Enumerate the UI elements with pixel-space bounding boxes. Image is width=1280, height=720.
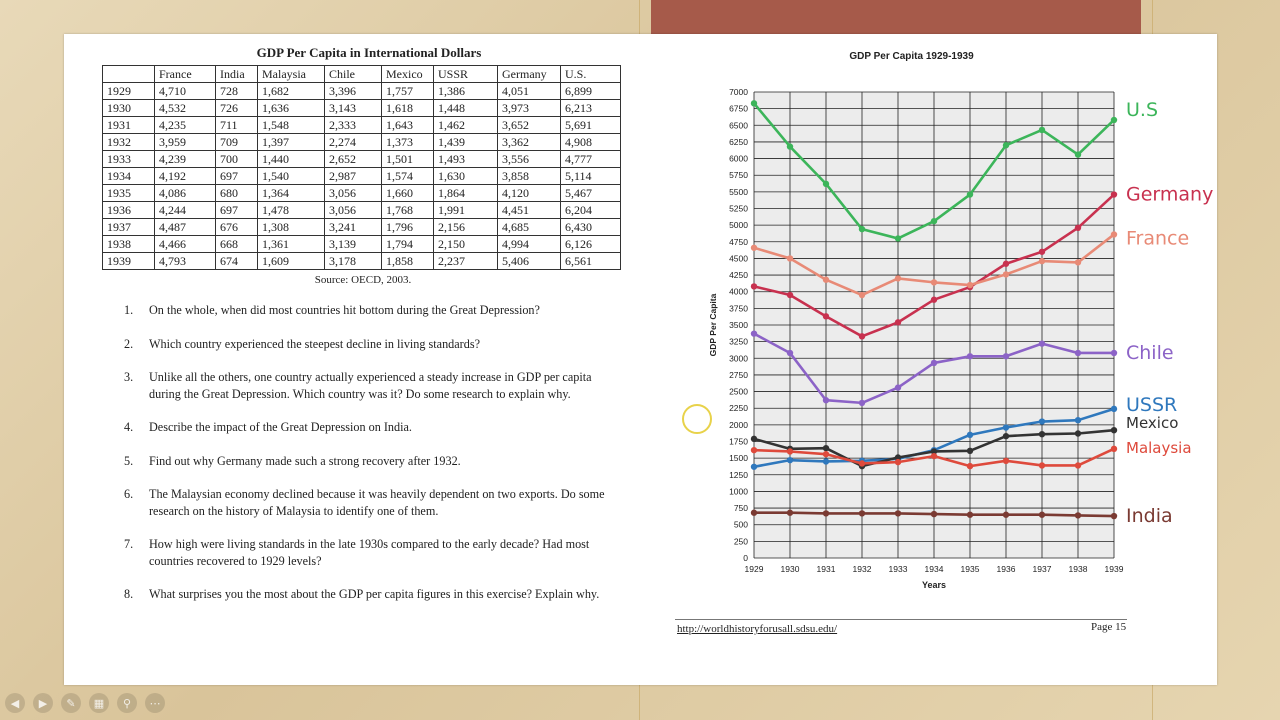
series-legend-label: USSR <box>1126 393 1178 416</box>
y-tick-label: 3250 <box>729 336 748 347</box>
table-cell: 6,899 <box>561 83 621 100</box>
data-point <box>1075 512 1081 518</box>
data-point <box>751 283 757 289</box>
table-cell: 2,156 <box>434 219 498 236</box>
data-point <box>895 235 901 241</box>
table-cell: 1,991 <box>434 202 498 219</box>
data-point <box>967 191 973 197</box>
table-cell: 1933 <box>103 151 155 168</box>
table-cell: 1,757 <box>382 83 434 100</box>
table-cell: 1,501 <box>382 151 434 168</box>
zoom-icon[interactable]: ⚲ <box>117 693 137 713</box>
table-cell: 1,397 <box>258 134 325 151</box>
more-options-icon[interactable]: ⋯ <box>145 693 165 713</box>
table-cell: 709 <box>216 134 258 151</box>
table-cell: 1,618 <box>382 100 434 117</box>
y-tick-label: 3750 <box>729 303 748 314</box>
table-cell: 2,652 <box>325 151 382 168</box>
table-header-cell: France <box>155 66 216 83</box>
data-point <box>1039 340 1045 346</box>
table-cell: 3,056 <box>325 202 382 219</box>
x-tick-label: 1931 <box>816 564 836 574</box>
data-point <box>751 100 757 106</box>
table-cell: 4,244 <box>155 202 216 219</box>
y-tick-label: 0 <box>743 553 748 563</box>
data-point <box>859 333 865 339</box>
question-text: The Malaysian economy declined because it was heavily dependent on two exports. Do some research on the history of Malaysia to identify one of them. <box>149 487 605 518</box>
y-tick-label: 5750 <box>729 170 748 181</box>
data-point <box>751 330 757 336</box>
table-cell: 1934 <box>103 168 155 185</box>
table-header-cell: India <box>216 66 258 83</box>
y-tick-label: 6000 <box>729 153 748 164</box>
table-cell: 6,204 <box>561 202 621 219</box>
table-header-cell: Germany <box>498 66 561 83</box>
table-cell: 4,908 <box>561 134 621 151</box>
data-point <box>859 226 865 232</box>
table-cell: 3,973 <box>498 100 561 117</box>
y-tick-label: 1500 <box>729 453 748 464</box>
data-point <box>859 400 865 406</box>
table-cell: 726 <box>216 100 258 117</box>
table-cell: 711 <box>216 117 258 134</box>
data-point <box>1003 424 1009 430</box>
table-cell: 1,540 <box>258 168 325 185</box>
question-number: 1. <box>124 303 134 317</box>
table-cell: 1,462 <box>434 117 498 134</box>
table-cell: 4,532 <box>155 100 216 117</box>
data-point <box>1111 513 1117 519</box>
table-cell: 1,864 <box>434 185 498 202</box>
series-legend-label: Malaysia <box>1126 438 1192 457</box>
table-cell: 1,308 <box>258 219 325 236</box>
table-cell: 6,561 <box>561 253 621 270</box>
y-tick-label: 3500 <box>729 320 748 330</box>
y-tick-label: 5250 <box>729 203 748 214</box>
x-axis-label: Years <box>921 580 947 590</box>
data-point <box>931 279 937 285</box>
table-cell: 2,333 <box>325 117 382 134</box>
y-tick-label: 4250 <box>729 270 748 281</box>
y-tick-label: 1750 <box>729 436 748 447</box>
table-cell: 1,609 <box>258 253 325 270</box>
data-point <box>1075 259 1081 265</box>
y-tick-label: 6250 <box>729 136 748 147</box>
x-tick-label: 1932 <box>852 564 872 574</box>
y-tick-label: 7000 <box>729 87 748 97</box>
table-cell: 4,487 <box>155 219 216 236</box>
question-text: Describe the impact of the Great Depression on India. <box>149 420 412 434</box>
data-point <box>1039 249 1045 255</box>
y-tick-label: 6500 <box>729 120 748 131</box>
question-number: 8. <box>124 587 134 601</box>
data-point <box>1003 271 1009 277</box>
table-cell: 1,796 <box>382 219 434 236</box>
question-text: How high were living standards in the late 1930s compared to the early decade? Had most countries recovered to 1929 levels? <box>149 537 590 568</box>
table-cell: 2,237 <box>434 253 498 270</box>
table-cell: 1,574 <box>382 168 434 185</box>
table-cell: 2,274 <box>325 134 382 151</box>
y-tick-label: 5000 <box>729 220 748 231</box>
x-tick-label: 1937 <box>1032 564 1052 574</box>
x-tick-label: 1936 <box>996 564 1016 574</box>
table-cell: 1,439 <box>434 134 498 151</box>
question-text: Which country experienced the steepest decline in living standards? <box>149 336 480 351</box>
table-cell: 1,858 <box>382 253 434 270</box>
table-cell: 3,652 <box>498 117 561 134</box>
table-cell: 2,150 <box>434 236 498 253</box>
table-cell: 4,051 <box>498 83 561 100</box>
data-point <box>787 292 793 298</box>
data-point <box>859 510 865 516</box>
x-tick-label: 1929 <box>744 564 764 574</box>
table-header-cell: U.S. <box>561 66 621 83</box>
question-number: 2. <box>124 336 134 351</box>
table-cell: 3,396 <box>325 83 382 100</box>
table-cell: 1,636 <box>258 100 325 117</box>
data-point <box>751 510 757 516</box>
data-point <box>751 245 757 251</box>
table-cell: 1,448 <box>434 100 498 117</box>
pen-icon[interactable]: ✎ <box>61 693 81 713</box>
table-cell: 3,056 <box>325 185 382 202</box>
table-cell: 4,235 <box>155 117 216 134</box>
previous-slide-icon[interactable]: ◀ <box>5 693 25 713</box>
data-point <box>823 181 829 187</box>
table-cell: 700 <box>216 151 258 168</box>
data-point <box>787 350 793 356</box>
y-tick-label: 2750 <box>729 369 748 380</box>
next-slide-icon[interactable]: ▶ <box>33 693 53 713</box>
table-cell: 4,086 <box>155 185 216 202</box>
data-point <box>1039 512 1045 518</box>
y-tick-label: 4500 <box>729 253 748 264</box>
x-tick-label: 1938 <box>1068 564 1088 574</box>
table-cell: 4,710 <box>155 83 216 100</box>
table-header-cell: Chile <box>325 66 382 83</box>
data-point <box>895 459 901 465</box>
table-cell: 3,241 <box>325 219 382 236</box>
data-point <box>1111 231 1117 237</box>
data-point <box>823 510 829 516</box>
table-cell: 4,466 <box>155 236 216 253</box>
data-point <box>823 313 829 319</box>
table-cell: 6,126 <box>561 236 621 253</box>
table-cell: 3,959 <box>155 134 216 151</box>
table-cell: 4,793 <box>155 253 216 270</box>
data-point <box>1003 261 1009 267</box>
table-cell: 1,440 <box>258 151 325 168</box>
table-cell: 1936 <box>103 202 155 219</box>
table-cell: 4,192 <box>155 168 216 185</box>
table-cell: 3,858 <box>498 168 561 185</box>
data-point <box>787 510 793 516</box>
data-point <box>823 445 829 451</box>
x-tick-label: 1939 <box>1104 564 1124 574</box>
data-point <box>1075 430 1081 436</box>
table-cell: 3,362 <box>498 134 561 151</box>
data-point <box>751 464 757 470</box>
data-point <box>931 218 937 224</box>
data-point <box>895 319 901 325</box>
data-point <box>1039 258 1045 264</box>
data-point <box>823 451 829 457</box>
series-legend-label: Germany <box>1126 183 1214 206</box>
y-axis-label: GDP Per Capita <box>708 293 718 357</box>
cursor-highlight <box>682 404 712 434</box>
table-cell: 1,548 <box>258 117 325 134</box>
y-tick-label: 4000 <box>729 286 748 297</box>
table-cell: 1932 <box>103 134 155 151</box>
table-cell: 5,114 <box>561 168 621 185</box>
table-cell: 6,213 <box>561 100 621 117</box>
data-point <box>895 510 901 516</box>
data-point <box>1039 418 1045 424</box>
question-text: Find out why Germany made such a strong recovery after 1932. <box>149 453 461 468</box>
table-cell: 3,143 <box>325 100 382 117</box>
data-point <box>895 275 901 281</box>
table-cell: 1929 <box>103 83 155 100</box>
table-cell: 674 <box>216 253 258 270</box>
data-point <box>967 448 973 454</box>
data-point <box>1039 462 1045 468</box>
data-point <box>1003 353 1009 359</box>
footer-link[interactable]: http://worldhistoryforusall.sdsu.edu/ <box>677 623 838 635</box>
y-tick-label: 2250 <box>729 403 748 414</box>
series-legend-label: Chile <box>1126 341 1174 364</box>
table-cell: 1930 <box>103 100 155 117</box>
data-point <box>787 255 793 261</box>
data-point <box>787 457 793 463</box>
table-cell: 1,682 <box>258 83 325 100</box>
data-point <box>967 512 973 518</box>
question-number: 6. <box>124 487 134 501</box>
table-cell: 676 <box>216 219 258 236</box>
table-cell: 668 <box>216 236 258 253</box>
table-source: Source: OECD, 2003. <box>314 274 412 286</box>
table-cell: 5,691 <box>561 117 621 134</box>
question-text: On the whole, when did most countries hit bottom during the Great Depression? <box>149 303 540 317</box>
table-cell: 1935 <box>103 185 155 202</box>
data-point <box>931 511 937 517</box>
table-cell: 1,794 <box>382 236 434 253</box>
table-cell: 1,630 <box>434 168 498 185</box>
data-point <box>967 353 973 359</box>
table-cell: 3,178 <box>325 253 382 270</box>
table-cell: 1,660 <box>382 185 434 202</box>
series-legend-label: Mexico <box>1126 414 1179 433</box>
data-point <box>1075 225 1081 231</box>
data-point <box>1003 433 1009 439</box>
y-tick-label: 750 <box>733 503 748 514</box>
table-cell: 4,994 <box>498 236 561 253</box>
table-cell: 4,239 <box>155 151 216 168</box>
data-point <box>1039 431 1045 437</box>
table-cell: 1,361 <box>258 236 325 253</box>
table-header-cell: Malaysia <box>258 66 325 83</box>
data-point <box>1003 512 1009 518</box>
table-cell: 3,556 <box>498 151 561 168</box>
series-legend-label: India <box>1126 505 1173 528</box>
table-cell: 1939 <box>103 253 155 270</box>
presentation-toolbar <box>5 693 165 713</box>
table-cell: 4,777 <box>561 151 621 168</box>
data-point <box>1075 417 1081 423</box>
data-point <box>895 384 901 390</box>
worksheet-title: GDP Per Capita in International Dollars <box>256 45 482 60</box>
table-cell: 697 <box>216 202 258 219</box>
table-cell: 1931 <box>103 117 155 134</box>
table-cell: 5,406 <box>498 253 561 270</box>
y-tick-label: 250 <box>733 536 748 547</box>
table-cell: 1938 <box>103 236 155 253</box>
data-point <box>859 292 865 298</box>
data-point <box>751 447 757 453</box>
x-tick-label: 1934 <box>924 564 944 574</box>
series-legend-label: France <box>1126 227 1190 250</box>
data-point <box>823 458 829 464</box>
y-tick-label: 6750 <box>729 103 748 114</box>
data-point <box>859 460 865 466</box>
data-point <box>931 297 937 303</box>
data-point <box>1075 151 1081 157</box>
data-point <box>1003 458 1009 464</box>
table-cell: 5,467 <box>561 185 621 202</box>
data-point <box>1003 142 1009 148</box>
data-point <box>1111 350 1117 356</box>
table-cell: 4,685 <box>498 219 561 236</box>
data-point <box>751 436 757 442</box>
y-tick-label: 2500 <box>729 386 748 397</box>
table-cell: 1,493 <box>434 151 498 168</box>
y-tick-label: 5500 <box>729 186 748 197</box>
question-number: 7. <box>124 537 134 551</box>
y-tick-label: 3000 <box>729 353 748 364</box>
slides-grid-icon[interactable]: ▦ <box>89 693 109 713</box>
data-point <box>787 448 793 454</box>
table-cell: 1,768 <box>382 202 434 219</box>
data-point <box>823 277 829 283</box>
worksheet-slide <box>64 34 1217 685</box>
data-point <box>967 282 973 288</box>
gdp-line-chart <box>64 34 1217 634</box>
table-cell: 6,430 <box>561 219 621 236</box>
table-cell: 4,451 <box>498 202 561 219</box>
y-tick-label: 500 <box>733 519 748 530</box>
table-cell: 1937 <box>103 219 155 236</box>
x-tick-label: 1930 <box>780 564 800 574</box>
table-cell: 3,139 <box>325 236 382 253</box>
data-point <box>823 397 829 403</box>
table-header-cell: Mexico <box>382 66 434 83</box>
table-cell: 728 <box>216 83 258 100</box>
data-point <box>1039 127 1045 133</box>
data-point <box>931 453 937 459</box>
table-cell: 4,120 <box>498 185 561 202</box>
question-number: 5. <box>124 453 134 468</box>
chart-title: GDP Per Capita 1929-1939 <box>849 51 974 62</box>
x-tick-label: 1935 <box>960 564 980 574</box>
question-number: 4. <box>124 420 134 434</box>
table-cell: 680 <box>216 185 258 202</box>
x-tick-label: 1933 <box>888 564 908 574</box>
y-tick-label: 2000 <box>729 419 748 430</box>
table-cell: 697 <box>216 168 258 185</box>
table-cell: 1,373 <box>382 134 434 151</box>
data-point <box>1111 406 1117 412</box>
y-tick-label: 4750 <box>729 236 748 247</box>
question-text: What surprises you the most about the GDP per capita figures in this exercise? Explain why. <box>149 587 600 601</box>
data-point <box>967 463 973 469</box>
data-point <box>931 360 937 366</box>
data-point <box>787 143 793 149</box>
data-point <box>1111 117 1117 123</box>
table-cell: 1,643 <box>382 117 434 134</box>
data-point <box>967 432 973 438</box>
table-cell: 1,478 <box>258 202 325 219</box>
table-cell: 2,987 <box>325 168 382 185</box>
data-point <box>1075 350 1081 356</box>
y-tick-label: 1250 <box>729 469 748 480</box>
data-point <box>1111 191 1117 197</box>
footer-divider <box>675 619 1127 620</box>
series-legend-label: U.S <box>1126 98 1159 121</box>
data-point <box>1111 427 1117 433</box>
y-tick-label: 1000 <box>729 486 748 497</box>
table-cell: 1,386 <box>434 83 498 100</box>
page-number: Page 15 <box>1091 621 1127 633</box>
question-number: 3. <box>124 370 134 384</box>
data-point <box>1111 446 1117 452</box>
table-header-cell: USSR <box>434 66 498 83</box>
data-point <box>1075 462 1081 468</box>
table-cell: 1,364 <box>258 185 325 202</box>
question-text: Unlike all the others, one country actually experienced a steady increase in GDP per capita during the Great Depression. Which country was it? Do some research to explain why. <box>149 370 592 401</box>
